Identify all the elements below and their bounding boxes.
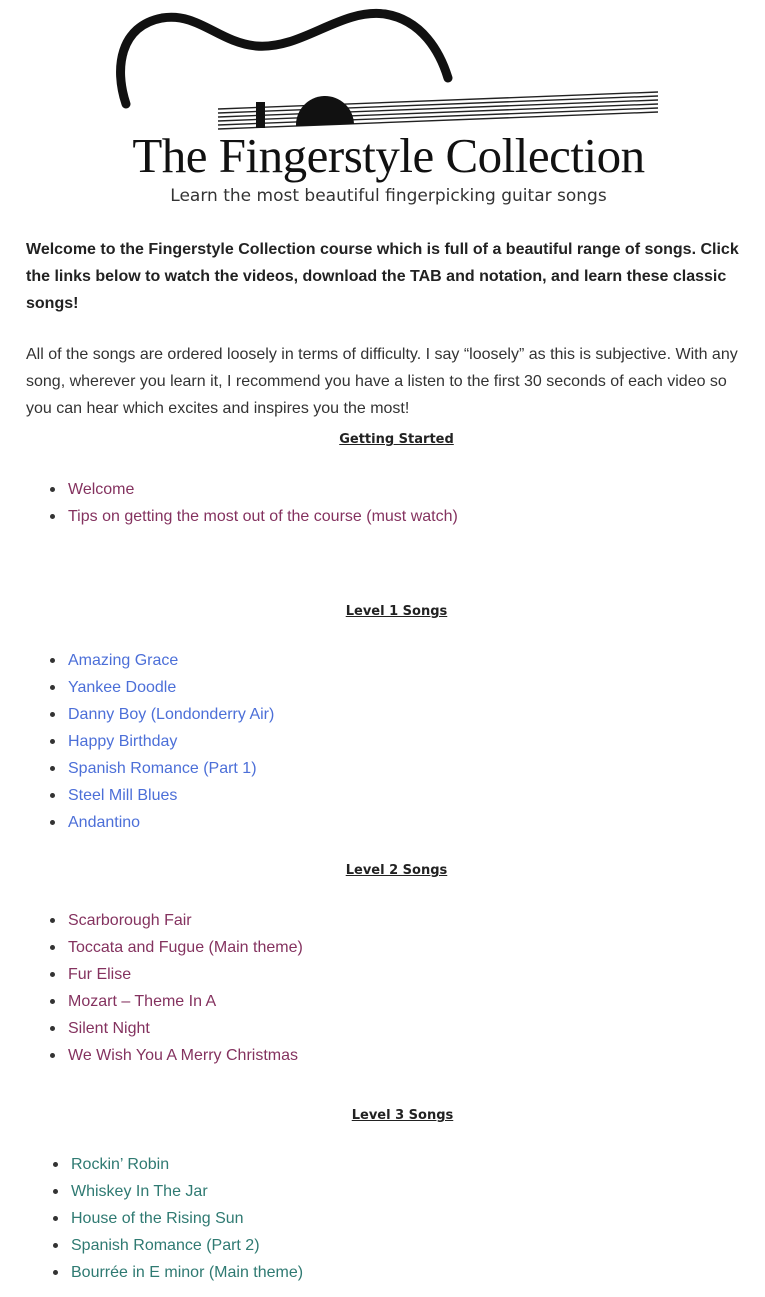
song-link[interactable]: Whiskey In The Jar bbox=[71, 1183, 208, 1200]
list-item bbox=[50, 503, 458, 530]
song-list-level-2 bbox=[50, 907, 303, 1069]
list-item bbox=[50, 476, 458, 503]
song-link[interactable]: Andantino bbox=[68, 814, 141, 831]
lesson-link[interactable]: Tips on getting the most out of the course (must watch) bbox=[68, 508, 458, 525]
logo-tagline: Learn the most beautiful fingerpicking guitar songs bbox=[170, 186, 607, 206]
section-heading-level-1: Level 1 Songs bbox=[345, 604, 448, 619]
list-item bbox=[50, 647, 274, 674]
list-item bbox=[50, 674, 274, 701]
list-item bbox=[50, 782, 274, 809]
song-link[interactable]: Steel Mill Blues bbox=[68, 787, 178, 804]
list-item bbox=[50, 934, 303, 961]
section-heading-level-3: Level 3 Songs bbox=[351, 1108, 454, 1123]
song-list-getting-started bbox=[50, 476, 458, 530]
list-item bbox=[50, 728, 274, 755]
song-link[interactable]: Spanish Romance (Part 2) bbox=[71, 1237, 260, 1254]
song-link[interactable]: Happy Birthday bbox=[68, 733, 178, 750]
song-link[interactable]: Fur Elise bbox=[68, 966, 132, 983]
list-item bbox=[53, 1178, 303, 1205]
song-link[interactable]: Toccata and Fugue (Main theme) bbox=[68, 939, 303, 956]
guitar-outline-icon bbox=[110, 8, 670, 138]
list-item bbox=[50, 1042, 303, 1069]
song-link[interactable]: House of the Rising Sun bbox=[71, 1210, 244, 1227]
list-item bbox=[53, 1205, 303, 1232]
logo-title: The Fingerstyle Collection bbox=[132, 128, 645, 183]
song-link[interactable]: Mozart – Theme In A bbox=[68, 993, 217, 1010]
list-item bbox=[50, 1015, 303, 1042]
song-link[interactable]: Bourrée in E minor (Main theme) bbox=[71, 1264, 304, 1281]
song-list-level-1 bbox=[50, 647, 274, 836]
song-link[interactable]: Amazing Grace bbox=[68, 652, 179, 669]
list-item bbox=[50, 755, 274, 782]
lesson-link[interactable]: Welcome bbox=[68, 481, 135, 498]
song-link[interactable]: Danny Boy (Londonderry Air) bbox=[68, 706, 275, 723]
song-list-level-3 bbox=[53, 1151, 303, 1286]
song-link[interactable]: Yankee Doodle bbox=[68, 679, 177, 696]
list-item bbox=[53, 1259, 303, 1286]
list-item bbox=[50, 701, 274, 728]
song-link[interactable]: Spanish Romance (Part 1) bbox=[68, 760, 257, 777]
section-heading-getting-started: Getting Started bbox=[339, 432, 454, 447]
list-item bbox=[53, 1232, 303, 1259]
intro-text: Welcome to the Fingerstyle Collection course which is full of a beautiful range of songs. Click the links below to watch the videos, download the TAB and notation, and learn these classic songs! bbox=[26, 241, 739, 312]
song-link[interactable]: We Wish You A Merry Christmas bbox=[68, 1047, 298, 1064]
song-link[interactable]: Silent Night bbox=[68, 1020, 150, 1037]
list-item bbox=[50, 961, 303, 988]
song-link[interactable]: Scarborough Fair bbox=[68, 912, 192, 929]
list-item bbox=[53, 1151, 303, 1178]
list-item bbox=[50, 988, 303, 1015]
course-logo bbox=[110, 8, 670, 213]
list-item bbox=[50, 809, 274, 836]
section-heading-level-2: Level 2 Songs bbox=[345, 863, 448, 878]
song-link[interactable]: Rockin’ Robin bbox=[71, 1156, 170, 1173]
description-text: All of the songs are ordered loosely in terms of difficulty. I say “loosely” as this is subjective. With any song, wherever you learn it, I recommend you have a listen to the first 30 seconds of each video so you can hear which excites and inspires you the most! bbox=[26, 346, 738, 417]
list-item bbox=[50, 907, 303, 934]
